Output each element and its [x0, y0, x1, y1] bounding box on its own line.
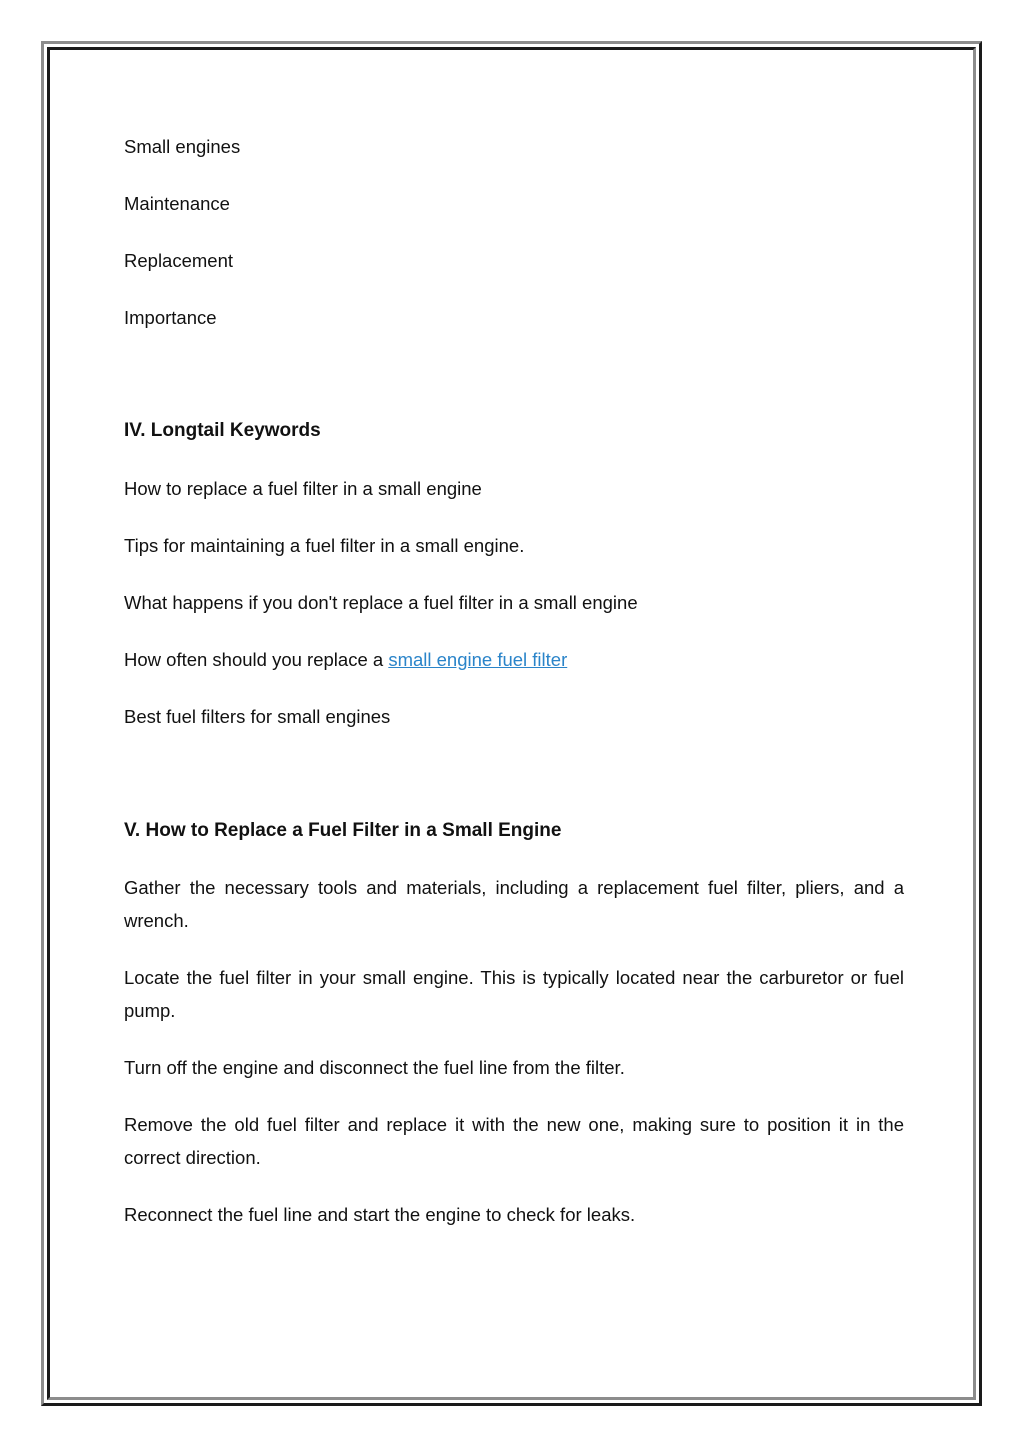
- step-item: Turn off the engine and disconnect the fuel line from the filter.: [124, 1057, 625, 1078]
- step-item: Locate the fuel filter in your small engine. This is typically located near the carburetor or fuel pump.: [124, 967, 904, 1021]
- topic-item: Importance: [124, 307, 217, 328]
- keyword-item: Tips for maintaining a fuel filter in a small engine.: [124, 535, 525, 556]
- keyword-item-prefix: How often should you replace a: [124, 649, 389, 670]
- section-heading-longtail-keywords: IV. Longtail Keywords: [124, 420, 321, 441]
- topic-item: Replacement: [124, 250, 234, 271]
- step-item: Remove the old fuel filter and replace it with the new one, making sure to position it in the correct direction.: [124, 1114, 904, 1168]
- small-engine-fuel-filter-link[interactable]: small engine fuel filter: [388, 649, 568, 670]
- keyword-item-with-link: [124, 643, 904, 676]
- section-heading-replace-fuel-filter: V. How to Replace a Fuel Filter in a Small Engine: [124, 820, 562, 841]
- topic-item: Small engines: [124, 136, 241, 157]
- keyword-item: Best fuel filters for small engines: [124, 706, 391, 727]
- topic-item: Maintenance: [124, 193, 230, 214]
- keyword-item: What happens if you don't replace a fuel filter in a small engine: [124, 592, 638, 613]
- keyword-item: How to replace a fuel filter in a small engine: [124, 478, 482, 499]
- step-item: Gather the necessary tools and materials, including a replacement fuel filter, pliers, and a wrench.: [124, 877, 904, 931]
- step-item: Reconnect the fuel line and start the engine to check for leaks.: [124, 1204, 636, 1225]
